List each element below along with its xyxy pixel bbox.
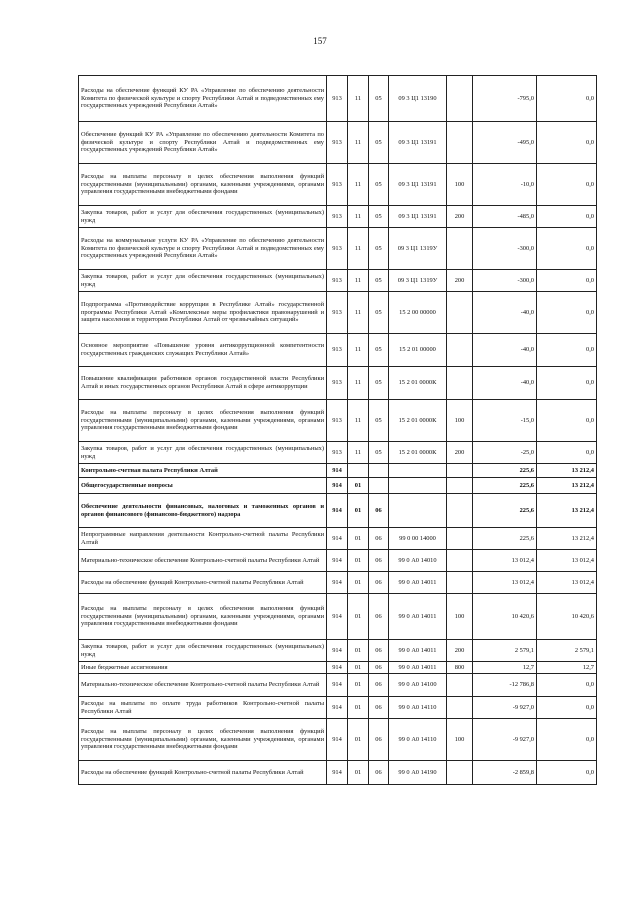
table-row (79, 719, 597, 761)
row-name-cell: Основное мероприятие «Повышение уровня антикоррупционной компетентности государственных гражданских служащих Республики Алтай» (79, 334, 327, 367)
row-name-cell: Расходы на обеспечение функций КУ РА «Управление по обеспечению деятельности Комитета по физической культуре и спорту Республики Алтай и подведомственных ему государственных учреждений Республики Алтай» (79, 76, 327, 122)
row-name-cell: Расходы на выплаты персоналу в целях обеспечения выполнения функций государственными (муниципальными) органами, казенными учреждениями, органами управления государственными внебюджетными фондами (79, 719, 327, 761)
row-change-amount-cell: -9 927,0 (473, 697, 537, 719)
table-row (79, 367, 597, 400)
row-change-amount-cell: -9 927,0 (473, 719, 537, 761)
row-section-cell: 11 (348, 122, 369, 164)
table-row (79, 494, 597, 528)
row-section-cell: 01 (348, 674, 369, 697)
row-target-article-cell: 09 3 Ц1 13191 (389, 122, 447, 164)
table-row (79, 122, 597, 164)
table-row (79, 164, 597, 206)
row-ved-cell: 914 (327, 662, 348, 674)
row-target-article-cell: 99 0 А0 14110 (389, 719, 447, 761)
row-target-article-cell: 09 3 Ц1 13190 (389, 76, 447, 122)
row-change-amount-cell: 225,6 (473, 478, 537, 494)
row-expense-type-cell: 100 (447, 719, 473, 761)
table-row (79, 464, 597, 478)
row-expense-type-cell (447, 367, 473, 400)
table-row (79, 442, 597, 464)
row-name-cell: Расходы на коммунальные услуги КУ РА «Управление по обеспечению деятельности Комитета по физической культуре и спорту Республики Алтай и подведомственных ему государственных учреждений Республики Алтай» (79, 228, 327, 270)
row-section-cell: 01 (348, 662, 369, 674)
row-change-amount-cell: 13 012,4 (473, 572, 537, 594)
row-change-amount-cell: -495,0 (473, 122, 537, 164)
row-total-amount-cell: 2 579,1 (537, 640, 597, 662)
row-name-cell: Материально-техническое обеспечение Контрольно-счетной палаты Республики Алтай (79, 674, 327, 697)
row-target-article-cell: 99 0 А0 14011 (389, 662, 447, 674)
row-change-amount-cell: -2 859,8 (473, 761, 537, 785)
row-total-amount-cell: 0,0 (537, 228, 597, 270)
row-subsection-cell: 06 (369, 550, 389, 572)
row-total-amount-cell: 0,0 (537, 292, 597, 334)
row-change-amount-cell: -795,0 (473, 76, 537, 122)
row-expense-type-cell: 200 (447, 640, 473, 662)
budget-table-body (79, 76, 597, 785)
row-name-cell: Расходы на выплаты по оплате труда работников Контрольно-счетной палаты Республики Алтай (79, 697, 327, 719)
row-expense-type-cell (447, 464, 473, 478)
row-total-amount-cell: 13 212,4 (537, 494, 597, 528)
row-section-cell (348, 464, 369, 478)
table-row (79, 572, 597, 594)
row-name-cell: Расходы на обеспечение функций Контрольно-счетной палаты Республики Алтай (79, 761, 327, 785)
row-ved-cell: 914 (327, 528, 348, 550)
row-total-amount-cell: 10 420,6 (537, 594, 597, 640)
row-total-amount-cell: 0,0 (537, 761, 597, 785)
row-expense-type-cell (447, 292, 473, 334)
row-total-amount-cell: 12,7 (537, 662, 597, 674)
row-target-article-cell: 99 0 А0 14010 (389, 550, 447, 572)
table-row (79, 478, 597, 494)
row-total-amount-cell: 0,0 (537, 122, 597, 164)
table-row (79, 400, 597, 442)
row-subsection-cell (369, 478, 389, 494)
row-subsection-cell: 06 (369, 572, 389, 594)
row-total-amount-cell: 0,0 (537, 400, 597, 442)
row-total-amount-cell: 0,0 (537, 697, 597, 719)
row-target-article-cell: 15 2 01 0000К (389, 400, 447, 442)
row-subsection-cell: 05 (369, 292, 389, 334)
row-total-amount-cell: 13 212,4 (537, 528, 597, 550)
row-target-article-cell: 15 2 01 0000К (389, 442, 447, 464)
row-ved-cell: 914 (327, 572, 348, 594)
row-subsection-cell: 05 (369, 228, 389, 270)
row-ved-cell: 913 (327, 228, 348, 270)
row-subsection-cell: 06 (369, 528, 389, 550)
row-section-cell: 11 (348, 334, 369, 367)
row-target-article-cell: 09 3 Ц1 1319У (389, 270, 447, 292)
row-name-cell: Непрограммные направления деятельности Контрольно-счетной палаты Республики Алтай (79, 528, 327, 550)
row-change-amount-cell: 2 579,1 (473, 640, 537, 662)
row-change-amount-cell: -40,0 (473, 334, 537, 367)
row-subsection-cell: 06 (369, 674, 389, 697)
table-row (79, 761, 597, 785)
row-ved-cell: 913 (327, 122, 348, 164)
row-section-cell: 01 (348, 761, 369, 785)
row-subsection-cell: 06 (369, 761, 389, 785)
row-target-article-cell: 99 0 00 14000 (389, 528, 447, 550)
row-expense-type-cell: 100 (447, 594, 473, 640)
table-row (79, 662, 597, 674)
table-row (79, 76, 597, 122)
row-change-amount-cell: -10,0 (473, 164, 537, 206)
row-expense-type-cell (447, 674, 473, 697)
row-section-cell: 01 (348, 528, 369, 550)
row-expense-type-cell: 200 (447, 442, 473, 464)
row-subsection-cell: 05 (369, 206, 389, 228)
row-target-article-cell: 99 0 А0 14100 (389, 674, 447, 697)
row-section-cell: 11 (348, 270, 369, 292)
row-expense-type-cell (447, 572, 473, 594)
row-section-cell: 01 (348, 640, 369, 662)
row-total-amount-cell: 13 012,4 (537, 572, 597, 594)
row-target-article-cell: 99 0 А0 14011 (389, 572, 447, 594)
row-ved-cell: 913 (327, 334, 348, 367)
row-name-cell: Закупка товаров, работ и услуг для обеспечения государственных (муниципальных) нужд (79, 640, 327, 662)
row-target-article-cell: 99 0 А0 14011 (389, 594, 447, 640)
row-ved-cell: 914 (327, 550, 348, 572)
row-change-amount-cell: -40,0 (473, 292, 537, 334)
row-section-cell: 11 (348, 292, 369, 334)
row-total-amount-cell: 0,0 (537, 206, 597, 228)
row-ved-cell: 913 (327, 164, 348, 206)
row-ved-cell: 914 (327, 761, 348, 785)
row-expense-type-cell (447, 494, 473, 528)
row-ved-cell: 913 (327, 400, 348, 442)
row-name-cell: Расходы на выплаты персоналу в целях обеспечения выполнения функций государственными (муниципальными) органами, казенными учреждениями, органами управления государственными внебюджетными фондами (79, 164, 327, 206)
row-subsection-cell: 06 (369, 640, 389, 662)
row-ved-cell: 913 (327, 367, 348, 400)
row-subsection-cell (369, 464, 389, 478)
row-name-cell: Закупка товаров, работ и услуг для обеспечения государственных (муниципальных) нужд (79, 206, 327, 228)
row-expense-type-cell: 800 (447, 662, 473, 674)
row-expense-type-cell (447, 334, 473, 367)
row-ved-cell: 913 (327, 270, 348, 292)
row-expense-type-cell (447, 697, 473, 719)
row-section-cell: 11 (348, 206, 369, 228)
row-change-amount-cell: 225,6 (473, 528, 537, 550)
table-row (79, 697, 597, 719)
row-name-cell: Обеспечение функций КУ РА «Управление по обеспечению деятельности Комитета по физической культуре и спорту Республики Алтай и подведомственных ему государственных учреждений Республики Алтай» (79, 122, 327, 164)
row-name-cell: Закупка товаров, работ и услуг для обеспечения государственных (муниципальных) нужд (79, 270, 327, 292)
row-name-cell: Расходы на выплаты персоналу в целях обеспечения выполнения функций государственными (муниципальными) органами, казенными учреждениями, органами управления государственными внебюджетными фондами (79, 594, 327, 640)
row-ved-cell: 914 (327, 594, 348, 640)
row-ved-cell: 914 (327, 640, 348, 662)
row-expense-type-cell (447, 478, 473, 494)
row-target-article-cell: 99 0 А0 14011 (389, 640, 447, 662)
row-change-amount-cell: -12 786,8 (473, 674, 537, 697)
row-expense-type-cell (447, 528, 473, 550)
row-name-cell: Расходы на выплаты персоналу в целях обеспечения выполнения функций государственными (муниципальными) органами, казенными учреждениями, органами управления государственными внебюджетными фондами (79, 400, 327, 442)
row-name-cell: Контрольно-счетная палата Республики Алтай (79, 464, 327, 478)
row-subsection-cell: 05 (369, 334, 389, 367)
row-name-cell: Иные бюджетные ассигнования (79, 662, 327, 674)
row-section-cell: 11 (348, 228, 369, 270)
row-change-amount-cell: 13 012,4 (473, 550, 537, 572)
row-expense-type-cell (447, 122, 473, 164)
row-total-amount-cell: 0,0 (537, 674, 597, 697)
row-subsection-cell: 05 (369, 270, 389, 292)
table-row (79, 550, 597, 572)
row-change-amount-cell: -300,0 (473, 270, 537, 292)
row-expense-type-cell (447, 76, 473, 122)
table-row (79, 292, 597, 334)
row-target-article-cell: 15 2 01 0000К (389, 367, 447, 400)
table-row (79, 674, 597, 697)
row-target-article-cell: 99 0 А0 14190 (389, 761, 447, 785)
row-subsection-cell: 06 (369, 719, 389, 761)
row-ved-cell: 913 (327, 206, 348, 228)
row-subsection-cell: 05 (369, 122, 389, 164)
row-expense-type-cell (447, 550, 473, 572)
budget-table (78, 75, 597, 785)
row-ved-cell: 914 (327, 697, 348, 719)
table-row (79, 334, 597, 367)
row-ved-cell: 913 (327, 442, 348, 464)
row-target-article-cell: 09 3 Ц1 1319У (389, 228, 447, 270)
row-target-article-cell: 15 2 00 00000 (389, 292, 447, 334)
row-target-article-cell: 99 0 А0 14110 (389, 697, 447, 719)
row-subsection-cell: 06 (369, 662, 389, 674)
row-ved-cell: 914 (327, 478, 348, 494)
row-section-cell: 01 (348, 697, 369, 719)
row-name-cell: Закупка товаров, работ и услуг для обеспечения государственных (муниципальных) нужд (79, 442, 327, 464)
row-target-article-cell (389, 494, 447, 528)
table-row (79, 528, 597, 550)
row-name-cell: Подпрограмма «Противодействие коррупции в Республике Алтай» государственной программы Республики Алтай «Комплексные меры профилактики правонарушений и защита населения и территории Республики Алтай от чрезвычайных ситуаций» (79, 292, 327, 334)
table-row (79, 594, 597, 640)
row-total-amount-cell: 0,0 (537, 164, 597, 206)
row-section-cell: 01 (348, 572, 369, 594)
row-subsection-cell: 06 (369, 494, 389, 528)
row-change-amount-cell: -25,0 (473, 442, 537, 464)
row-section-cell: 11 (348, 367, 369, 400)
row-subsection-cell: 05 (369, 442, 389, 464)
row-section-cell: 11 (348, 76, 369, 122)
row-ved-cell: 914 (327, 464, 348, 478)
row-change-amount-cell: 225,6 (473, 464, 537, 478)
row-section-cell: 01 (348, 494, 369, 528)
row-change-amount-cell: 225,6 (473, 494, 537, 528)
row-change-amount-cell: -300,0 (473, 228, 537, 270)
row-section-cell: 01 (348, 594, 369, 640)
row-expense-type-cell: 100 (447, 164, 473, 206)
row-change-amount-cell: -40,0 (473, 367, 537, 400)
row-target-article-cell: 09 3 Ц1 13191 (389, 164, 447, 206)
row-subsection-cell: 06 (369, 594, 389, 640)
table-row (79, 228, 597, 270)
row-change-amount-cell: -485,0 (473, 206, 537, 228)
row-expense-type-cell: 100 (447, 400, 473, 442)
row-total-amount-cell: 0,0 (537, 76, 597, 122)
row-expense-type-cell: 200 (447, 270, 473, 292)
row-section-cell: 01 (348, 550, 369, 572)
row-subsection-cell: 05 (369, 164, 389, 206)
row-subsection-cell: 05 (369, 367, 389, 400)
table-row (79, 206, 597, 228)
row-name-cell: Расходы на обеспечение функций Контрольно-счетной палаты Республики Алтай (79, 572, 327, 594)
row-section-cell: 11 (348, 400, 369, 442)
row-total-amount-cell: 0,0 (537, 442, 597, 464)
row-ved-cell: 913 (327, 292, 348, 334)
row-name-cell: Материально-техническое обеспечение Контрольно-счетной палаты Республики Алтай (79, 550, 327, 572)
row-target-article-cell: 09 3 Ц1 13191 (389, 206, 447, 228)
row-subsection-cell: 05 (369, 76, 389, 122)
row-total-amount-cell: 13 212,4 (537, 478, 597, 494)
row-name-cell: Повышение квалификации работников органов государственной власти Республики Алтай и иных государственных органов Республики Алтай в сфере антикоррупции (79, 367, 327, 400)
row-expense-type-cell (447, 761, 473, 785)
row-target-article-cell: 15 2 01 00000 (389, 334, 447, 367)
row-change-amount-cell: 10 420,6 (473, 594, 537, 640)
row-section-cell: 11 (348, 164, 369, 206)
row-section-cell: 01 (348, 719, 369, 761)
row-section-cell: 01 (348, 478, 369, 494)
row-total-amount-cell: 0,0 (537, 334, 597, 367)
row-ved-cell: 913 (327, 76, 348, 122)
page-number: 157 (313, 36, 327, 46)
row-change-amount-cell: -15,0 (473, 400, 537, 442)
row-total-amount-cell: 13 012,4 (537, 550, 597, 572)
row-total-amount-cell: 13 212,4 (537, 464, 597, 478)
row-total-amount-cell: 0,0 (537, 270, 597, 292)
row-subsection-cell: 05 (369, 400, 389, 442)
row-section-cell: 11 (348, 442, 369, 464)
row-name-cell: Обеспечение деятельности финансовых, налоговых и таможенных органов и органов финансового (финансово-бюджетного) надзора (79, 494, 327, 528)
row-ved-cell: 914 (327, 674, 348, 697)
row-expense-type-cell (447, 228, 473, 270)
row-name-cell: Общегосударственные вопросы (79, 478, 327, 494)
table-row (79, 640, 597, 662)
row-total-amount-cell: 0,0 (537, 719, 597, 761)
row-target-article-cell (389, 464, 447, 478)
table-row (79, 270, 597, 292)
row-change-amount-cell: 12,7 (473, 662, 537, 674)
row-expense-type-cell: 200 (447, 206, 473, 228)
row-subsection-cell: 06 (369, 697, 389, 719)
row-ved-cell: 914 (327, 719, 348, 761)
row-total-amount-cell: 0,0 (537, 367, 597, 400)
row-target-article-cell (389, 478, 447, 494)
row-ved-cell: 914 (327, 494, 348, 528)
